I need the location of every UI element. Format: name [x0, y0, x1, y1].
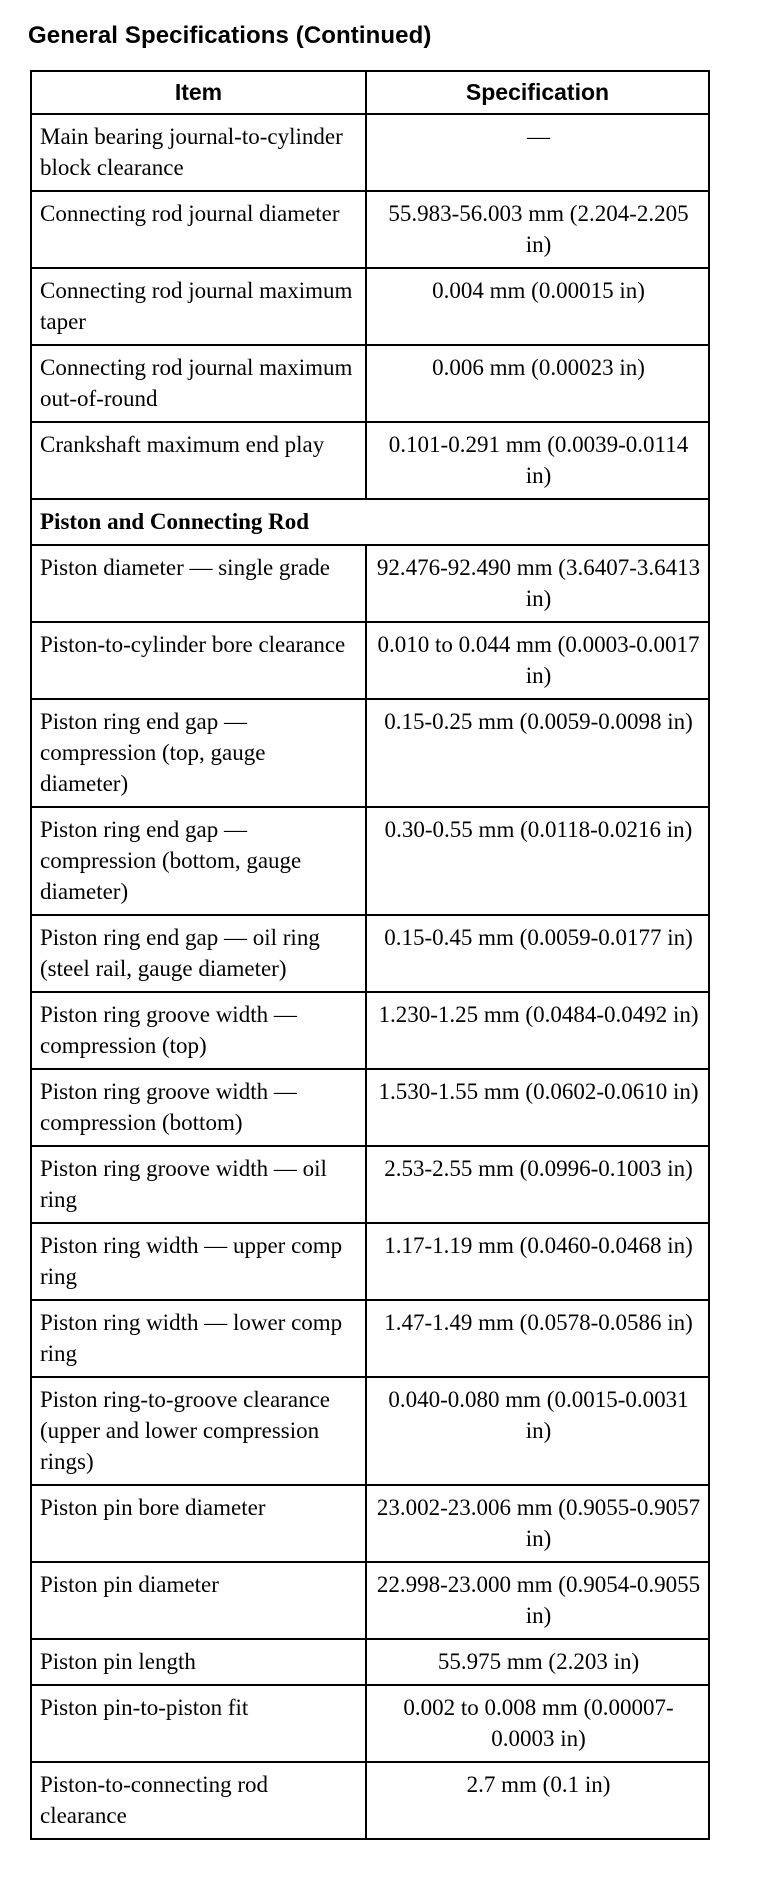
specification-cell: 0.010 to 0.044 mm (0.0003-0.0017 in) — [366, 622, 709, 699]
item-cell: Connecting rod journal maximum taper — [31, 268, 366, 345]
item-cell: Piston ring width — upper comp ring — [31, 1223, 366, 1300]
table-row — [31, 699, 709, 807]
table-row — [31, 191, 709, 268]
table-row — [31, 1762, 709, 1839]
specification-cell: 0.002 to 0.008 mm (0.00007-0.0003 in) — [366, 1685, 709, 1762]
item-cell: Piston pin diameter — [31, 1562, 366, 1639]
specification-cell: 0.101-0.291 mm (0.0039-0.0114 in) — [366, 422, 709, 499]
item-cell: Piston pin-to-piston fit — [31, 1685, 366, 1762]
item-cell: Piston ring width — lower comp ring — [31, 1300, 366, 1377]
specification-cell: 0.15-0.25 mm (0.0059-0.0098 in) — [366, 699, 709, 807]
column-header-specification: Specification — [366, 71, 709, 114]
item-cell: Piston ring groove width — compression (bottom) — [31, 1069, 366, 1146]
table-row — [31, 345, 709, 422]
table-row — [31, 114, 709, 191]
specification-cell: 0.004 mm (0.00015 in) — [366, 268, 709, 345]
table-row — [31, 1639, 709, 1685]
item-cell: Piston pin length — [31, 1639, 366, 1685]
table-row — [31, 1069, 709, 1146]
table-row — [31, 1223, 709, 1300]
table-row — [31, 992, 709, 1069]
item-cell: Crankshaft maximum end play — [31, 422, 366, 499]
specification-cell: 22.998-23.000 mm (0.9054-0.9055 in) — [366, 1562, 709, 1639]
specification-cell: 0.006 mm (0.00023 in) — [366, 345, 709, 422]
item-cell: Piston pin bore diameter — [31, 1485, 366, 1562]
table-row — [31, 422, 709, 499]
table-row — [31, 1485, 709, 1562]
specification-cell: — — [366, 114, 709, 191]
table-row — [31, 1377, 709, 1485]
header-row — [31, 71, 709, 114]
table-row — [31, 1146, 709, 1223]
item-cell: Piston ring-to-groove clearance (upper and lower compression rings) — [31, 1377, 366, 1485]
table-body — [31, 114, 709, 1839]
table-header — [31, 71, 709, 114]
item-cell: Piston diameter — single grade — [31, 545, 366, 622]
specification-cell: 1.17-1.19 mm (0.0460-0.0468 in) — [366, 1223, 709, 1300]
item-cell: Piston ring end gap — compression (bottom, gauge diameter) — [31, 807, 366, 915]
specification-cell: 0.30-0.55 mm (0.0118-0.0216 in) — [366, 807, 709, 915]
item-cell: Connecting rod journal diameter — [31, 191, 366, 268]
item-cell: Piston-to-cylinder bore clearance — [31, 622, 366, 699]
item-cell: Piston ring groove width — compression (top) — [31, 992, 366, 1069]
specification-cell: 23.002-23.006 mm (0.9055-0.9057 in) — [366, 1485, 709, 1562]
table-row — [31, 545, 709, 622]
specification-cell: 0.040-0.080 mm (0.0015-0.0031 in) — [366, 1377, 709, 1485]
specifications-table — [30, 70, 710, 1840]
item-cell: Piston ring end gap — compression (top, gauge diameter) — [31, 699, 366, 807]
specification-cell: 0.15-0.45 mm (0.0059-0.0177 in) — [366, 915, 709, 992]
item-cell: Piston ring groove width — oil ring — [31, 1146, 366, 1223]
table-row — [31, 807, 709, 915]
section-row — [31, 499, 709, 545]
section-heading: Piston and Connecting Rod — [31, 499, 709, 545]
specification-cell: 92.476-92.490 mm (3.6407-3.6413 in) — [366, 545, 709, 622]
column-header-item: Item — [31, 71, 366, 114]
item-cell: Connecting rod journal maximum out-of-round — [31, 345, 366, 422]
table-row — [31, 268, 709, 345]
item-cell: Piston-to-connecting rod clearance — [31, 1762, 366, 1839]
item-cell: Main bearing journal-to-cylinder block clearance — [31, 114, 366, 191]
specification-cell: 1.530-1.55 mm (0.0602-0.0610 in) — [366, 1069, 709, 1146]
specification-cell: 2.7 mm (0.1 in) — [366, 1762, 709, 1839]
table-row — [31, 1685, 709, 1762]
specification-cell: 55.975 mm (2.203 in) — [366, 1639, 709, 1685]
table-row — [31, 1562, 709, 1639]
specification-cell: 1.230-1.25 mm (0.0484-0.0492 in) — [366, 992, 709, 1069]
item-cell: Piston ring end gap — oil ring (steel rail, gauge diameter) — [31, 915, 366, 992]
table-row — [31, 622, 709, 699]
specification-cell: 2.53-2.55 mm (0.0996-0.1003 in) — [366, 1146, 709, 1223]
table-row — [31, 1300, 709, 1377]
table-row — [31, 915, 709, 992]
specification-cell: 55.983-56.003 mm (2.204-2.205 in) — [366, 191, 709, 268]
specification-cell: 1.47-1.49 mm (0.0578-0.0586 in) — [366, 1300, 709, 1377]
page-title: General Specifications (Continued) — [28, 22, 432, 49]
